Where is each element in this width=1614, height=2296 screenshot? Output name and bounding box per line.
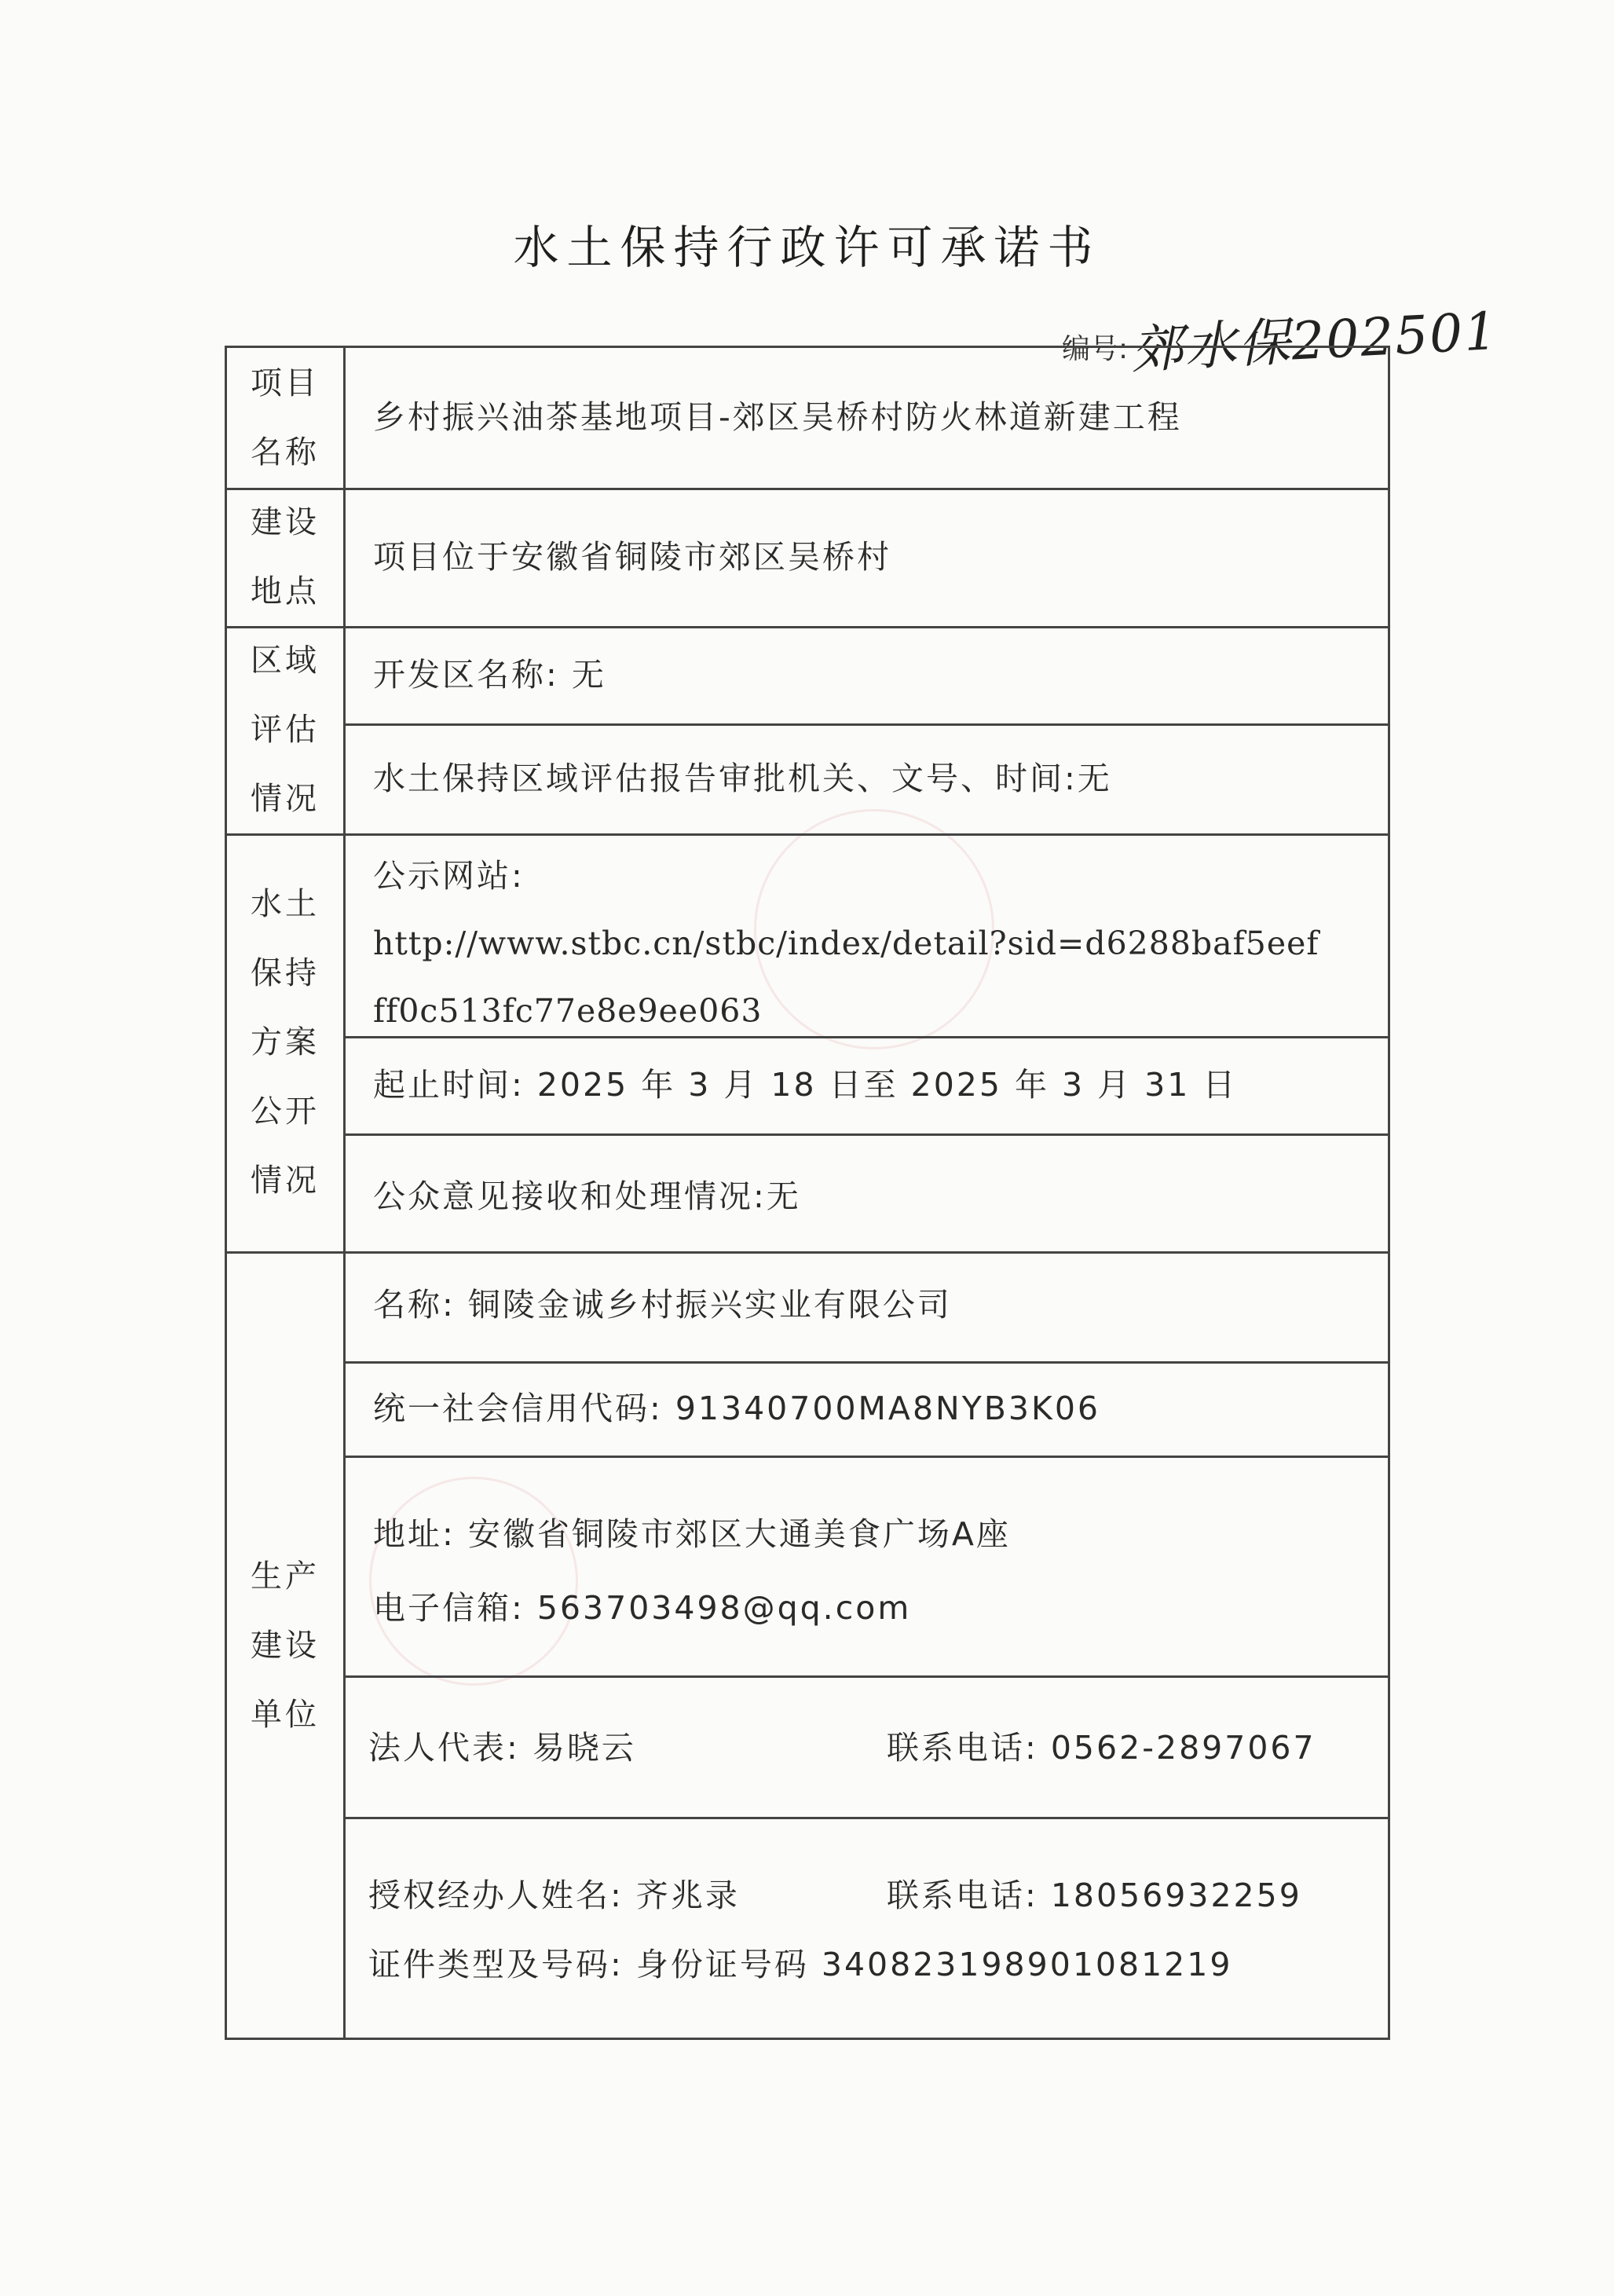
site-value: 项目位于安徽省铜陵市郊区吴桥村 — [373, 538, 891, 576]
unit-address: 地址: 安徽省铜陵市郊区大通美食广场A座 — [373, 1515, 1011, 1553]
label-site: 建设地点 — [251, 504, 320, 610]
unit-name: 名称: 铜陵金诚乡村振兴实业有限公司 — [373, 1286, 952, 1324]
legal-rep: 法人代表: 易晓云 — [368, 1729, 636, 1767]
commitment-table — [225, 346, 1390, 2040]
agent-row — [368, 1861, 1372, 1930]
agent-id: 证件类型及号码: 身份证号码 340823198901081219 — [368, 1946, 1233, 1983]
handwritten-number: 郊水保202501 — [1129, 300, 1501, 381]
project-name-value: 乡村振兴油茶基地项目-郊区吴桥村防火林道新建工程 — [373, 398, 1182, 436]
row-divider — [343, 723, 1388, 726]
label-project-name: 项目名称 — [251, 365, 320, 471]
assessment-report-value: 水土保持区域评估报告审批机关、文号、时间:无 — [373, 760, 1112, 797]
label-construction-unit: 生产建设单位 — [251, 1558, 320, 1733]
row-divider — [343, 1133, 1388, 1136]
website-url-line2[interactable]: ff0c513fc77e8e9ee063 — [373, 992, 763, 1030]
page-title: 水土保持行政许可承诺书 — [513, 221, 1101, 274]
legal-phone: 联系电话: 0562-2897067 — [887, 1729, 1316, 1767]
website-url-line1[interactable]: http://www.stbc.cn/stbc/index/detail?sid=d6288baf5eef — [373, 925, 1319, 962]
row-divider — [227, 833, 1388, 836]
column-divider — [343, 348, 346, 2038]
unit-email: 电子信箱: 563703498@qq.com — [373, 1589, 912, 1627]
row-divider — [343, 1361, 1388, 1364]
row-divider — [343, 1675, 1388, 1678]
row-divider — [227, 626, 1388, 628]
agent-name: 授权经办人姓名: 齐兆录 — [368, 1877, 740, 1914]
document-number-label: 编号: — [1062, 333, 1129, 365]
label-regional-assessment: 区域评估情况 — [251, 643, 320, 817]
public-opinion: 公众意见接收和处理情况:无 — [373, 1177, 801, 1215]
legal-rep-row — [368, 1713, 1372, 1782]
dev-zone-value: 开发区名称: 无 — [373, 656, 606, 694]
row-divider — [343, 1817, 1388, 1819]
row-divider — [227, 1251, 1388, 1254]
agent-phone: 联系电话: 18056932259 — [887, 1877, 1302, 1914]
website-label: 公示网站: — [373, 857, 525, 895]
disclosure-period: 起止时间: 2025 年 3 月 18 日至 2025 年 3 月 31 日 — [373, 1066, 1238, 1104]
row-divider — [227, 488, 1388, 490]
row-divider — [343, 1456, 1388, 1458]
unit-credit-code: 统一社会信用代码: 91340700MA8NYB3K06 — [373, 1390, 1101, 1427]
label-plan-disclosure: 水土保持方案公开情况 — [251, 886, 320, 1199]
